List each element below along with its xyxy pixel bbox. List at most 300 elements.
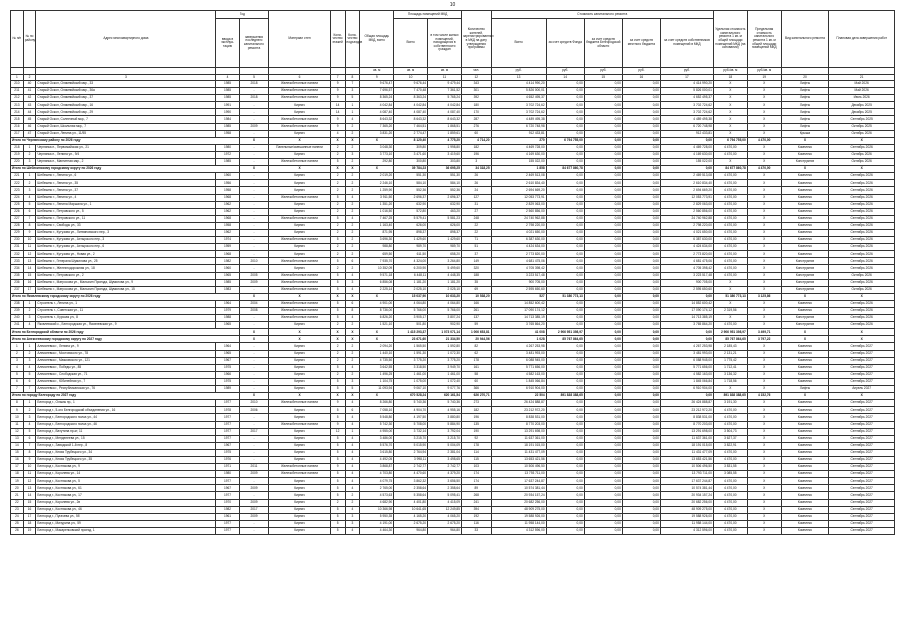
- column-index-cell: 5: [239, 75, 269, 81]
- table-cell: 3 696,30: [360, 237, 394, 244]
- table-cell: 9: [330, 116, 345, 123]
- table-cell: 4: [345, 400, 360, 407]
- table-cell: 0,00: [622, 244, 660, 251]
- table-cell: 0,00: [622, 478, 660, 485]
- table-cell: 3: [23, 414, 36, 421]
- table-cell: -: [239, 414, 269, 421]
- table-cell: 4 448,35: [428, 272, 462, 279]
- table-cell: 60: [461, 378, 491, 385]
- table-cell: 0,00: [584, 456, 622, 463]
- table-cell: 0,00: [584, 315, 622, 322]
- table-cell: 221: [11, 173, 24, 180]
- table-cell: 900 705,00: [660, 279, 713, 286]
- table-cell: 34 318,25: [461, 166, 491, 173]
- table-cell: 4 489 495,38: [491, 116, 546, 123]
- table-cell: 0,00: [546, 187, 584, 194]
- table-cell: 2 595 650,60: [491, 286, 546, 293]
- table-cell: 1958: [216, 187, 239, 194]
- table-cell: 5 950,35: [360, 513, 394, 520]
- table-cell: 114: [461, 449, 491, 456]
- table-cell: Кирпич: [269, 492, 330, 499]
- table-cell: 3 732,14: [394, 428, 428, 435]
- table-cell: 3 471,60: [394, 151, 428, 158]
- table-cell: Октябрь 2026: [829, 151, 895, 158]
- table-row: [11, 506, 895, 513]
- table-cell: 4 470,00: [713, 151, 747, 158]
- table-cell: 85 767 864,65: [713, 336, 747, 343]
- table-cell: 1958: [216, 130, 239, 137]
- table-cell: 0,00: [622, 442, 660, 449]
- table-row: [11, 378, 895, 385]
- table-cell: 0,00: [584, 421, 622, 428]
- table-cell: 212: [11, 95, 24, 102]
- table-cell: 300,80: [394, 159, 428, 166]
- table-cell: 0,00: [584, 265, 622, 272]
- table-cell: 0,00: [546, 407, 584, 414]
- table-cell: 4: [330, 130, 345, 137]
- table-cell: 17 637 244,87: [660, 478, 713, 485]
- table-cell: 0,00: [584, 251, 622, 258]
- table-cell: 3 481 993,00: [660, 350, 713, 357]
- address-cell: Белгород г., Костюкова ул., 46: [36, 506, 216, 513]
- table-cell: 4 379,20: [428, 471, 462, 478]
- table-cell: 4 470,00: [713, 251, 747, 258]
- table-row: [11, 201, 895, 208]
- table-cell: 24: [11, 513, 24, 520]
- address-cell: Белгород г., Костюкова ул., 5: [36, 478, 216, 485]
- table-cell: 1 592,80: [428, 343, 462, 350]
- table-cell: 0,00: [546, 81, 584, 88]
- table-cell: 6 200,90: [394, 265, 428, 272]
- table-cell: Октябрь 2026: [829, 272, 895, 279]
- table-cell: 5: [330, 237, 345, 244]
- table-cell: 0,00: [622, 173, 660, 180]
- table-cell: 0,00: [584, 229, 622, 236]
- table-cell: 218: [11, 144, 24, 151]
- table-cell: X: [829, 137, 895, 144]
- table-cell: 15: [23, 499, 36, 506]
- table-cell: Лифты: [781, 88, 829, 95]
- table-cell: 1967: [216, 357, 239, 364]
- table-cell: 103: [461, 464, 491, 471]
- table-cell: 232: [11, 251, 24, 258]
- table-cell: Лифты: [781, 81, 829, 88]
- table-cell: 5: [330, 215, 345, 222]
- table-cell: 3 831,20: [360, 130, 394, 137]
- table-cell: 2 696,37: [394, 194, 428, 201]
- table-cell: 0,00: [622, 137, 660, 144]
- table-cell: Сентябрь 2026: [829, 279, 895, 286]
- table-cell: 3 862,32: [394, 478, 428, 485]
- table-cell: Железобетонные панели: [269, 95, 330, 102]
- subtotal-label: Итого по Алексеевскому городскому округу по 2027 году: [11, 336, 240, 343]
- table-cell: 4 087,40: [394, 109, 428, 116]
- table-cell: 2 774,47: [394, 130, 428, 137]
- table-row: [11, 95, 895, 102]
- table-cell: 0,00: [546, 159, 584, 166]
- table-cell: 127: [461, 194, 491, 201]
- table-cell: 5: [330, 159, 345, 166]
- table-cell: 196: [461, 414, 491, 421]
- subtotal-row: [11, 329, 895, 336]
- table-cell: 11 431 477,09: [491, 449, 546, 456]
- table-cell: 237: [11, 286, 24, 293]
- table-cell: 0,00: [584, 343, 622, 350]
- table-cell: 1977: [216, 421, 239, 428]
- table-cell: 1977: [216, 414, 239, 421]
- table-cell: 900 705,00: [491, 279, 546, 286]
- table-cell: Железобетонные панели: [269, 308, 330, 315]
- table-cell: 2: [330, 499, 345, 506]
- table-cell: Октябрь 2026: [829, 159, 895, 166]
- table-cell: 2: [345, 208, 360, 215]
- table-cell: 551,30: [394, 173, 428, 180]
- table-cell: Кирпич: [269, 208, 330, 215]
- table-cell: 5: [330, 378, 345, 385]
- table-cell: 0,00: [584, 435, 622, 442]
- table-cell: X: [330, 137, 345, 144]
- table-row: [11, 421, 895, 428]
- unit-cell: руб.: [546, 68, 584, 75]
- table-cell: 0,00: [584, 428, 622, 435]
- table-cell: X: [269, 137, 330, 144]
- table-cell: Комплекс: [781, 308, 829, 315]
- table-cell: 0,00: [546, 322, 584, 329]
- table-row: [11, 492, 895, 499]
- table-cell: 3 792,04: [428, 428, 462, 435]
- table-cell: 22: [461, 222, 491, 229]
- table-cell: 4: [345, 442, 360, 449]
- table-cell: 35: [461, 279, 491, 286]
- table-cell: 26 424 888,87: [491, 400, 546, 407]
- address-cell: Алексеевка г., Слободская ул., 71: [36, 371, 216, 378]
- table-cell: Апрель 2027: [829, 386, 895, 393]
- table-cell: X: [747, 364, 781, 371]
- table-cell: 5: [330, 520, 345, 527]
- table-cell: 19: [23, 527, 36, 534]
- table-cell: 1 429,60: [394, 237, 428, 244]
- table-cell: 174: [461, 478, 491, 485]
- table-cell: -: [239, 88, 269, 95]
- table-cell: 188: [461, 272, 491, 279]
- address-cell: Старый Оскол, Олимпийский мкр., 37: [36, 95, 216, 102]
- table-cell: 4 470,00: [713, 244, 747, 251]
- table-cell: 1984: [216, 116, 239, 123]
- table-cell: X: [781, 166, 829, 173]
- table-cell: 2: [345, 492, 360, 499]
- table-cell: 1: [11, 343, 24, 350]
- table-cell: 1 998,80: [428, 144, 462, 151]
- table-cell: 8 770 203,00: [660, 421, 713, 428]
- header-cell: Площадь помещений МКД: [394, 11, 462, 19]
- subtotal-label: Итого по городу Белгороду по 2027 году: [11, 393, 240, 400]
- table-cell: 1: [23, 300, 36, 307]
- table-cell: 39 784,23: [394, 166, 428, 173]
- table-cell: 5 766,00: [394, 308, 428, 315]
- table-cell: X: [829, 393, 895, 400]
- table-cell: 239: [11, 308, 24, 315]
- table-cell: -: [239, 315, 269, 322]
- table-cell: 1990: [216, 109, 239, 116]
- table-cell: 10: [23, 464, 36, 471]
- table-cell: Кирпич: [269, 130, 330, 137]
- table-cell: 0,00: [546, 378, 584, 385]
- table-cell: 1975: [216, 364, 239, 371]
- table-cell: Сентябрь 2027: [829, 499, 895, 506]
- table-cell: 2010: [239, 400, 269, 407]
- table-cell: Комплекс: [781, 471, 829, 478]
- table-cell: 3 868,87: [360, 464, 394, 471]
- table-cell: Сентябрь 2026: [829, 315, 895, 322]
- table-cell: Кирпич: [269, 386, 330, 393]
- table-cell: 7 361,52: [428, 88, 462, 95]
- table-cell: 0,00: [622, 95, 660, 102]
- table-cell: 2: [345, 371, 360, 378]
- table-cell: 261: [461, 308, 491, 315]
- table-cell: 301: [461, 88, 491, 95]
- header-cell: Предельная стоимость капитального ремонта 1 кв. м общей площади помещений МКД: [747, 11, 781, 68]
- header-cell: Материал стен: [269, 11, 330, 68]
- table-cell: -: [239, 251, 269, 258]
- address-cell: Шебекино г., Кутузова ул., Ахтырского пер., 3: [36, 237, 216, 244]
- table-cell: 0,00: [584, 364, 622, 371]
- table-cell: 4 703,80: [360, 471, 394, 478]
- table-cell: 2 694 669,20: [491, 187, 546, 194]
- table-cell: 0,00: [584, 286, 622, 293]
- table-cell: 4 489 495,38: [660, 116, 713, 123]
- table-cell: 292,80: [360, 159, 394, 166]
- table-cell: 2005: [239, 272, 269, 279]
- table-cell: -: [239, 237, 269, 244]
- table-cell: Конструктив: [781, 315, 829, 322]
- table-cell: Комплекс: [781, 371, 829, 378]
- table-cell: 227: [11, 215, 24, 222]
- table-cell: Комплекс: [781, 407, 829, 414]
- table-cell: 0,00: [546, 194, 584, 201]
- table-cell: 229: [11, 229, 24, 236]
- table-cell: 4: [345, 435, 360, 442]
- address-cell: Алексеевка г., Ленина ул., 9: [36, 343, 216, 350]
- address-cell: Старый Оскол, Ленина ул., 11/55: [36, 130, 216, 137]
- table-cell: 192: [461, 513, 491, 520]
- table-cell: 230: [11, 237, 24, 244]
- table-row: [11, 251, 895, 258]
- table-cell: 0,00: [584, 400, 622, 407]
- table-row: [11, 308, 895, 315]
- table-cell: 1965: [216, 350, 239, 357]
- table-cell: 23 212 972,20: [491, 407, 546, 414]
- header-cell: Количество жителей, зарегистрированных в МКД на дату утверждения программы: [461, 11, 491, 68]
- table-cell: 8: [23, 449, 36, 456]
- table-cell: 1975: [216, 449, 239, 456]
- table-cell: Кирпич: [269, 485, 330, 492]
- table-cell: X: [829, 329, 895, 336]
- table-cell: 620 161,54: [428, 393, 462, 400]
- table-cell: 0,00: [584, 159, 622, 166]
- table-cell: 2: [23, 407, 36, 414]
- table-cell: 210: [11, 81, 24, 88]
- table-cell: 3: [345, 279, 360, 286]
- table-cell: 0,00: [622, 116, 660, 123]
- table-cell: 3 656,50: [428, 478, 462, 485]
- table-cell: Комплекс: [781, 208, 829, 215]
- header-cell: Всего: [394, 19, 428, 68]
- table-cell: -: [239, 449, 269, 456]
- table-cell: 1968: [216, 194, 239, 201]
- table-cell: 3 215,70: [394, 435, 428, 442]
- table-cell: 0,00: [622, 506, 660, 513]
- table-cell: 1: [23, 173, 36, 180]
- table-cell: 1977: [216, 527, 239, 534]
- table-cell: 0,00: [622, 130, 660, 137]
- table-cell: 1985: [216, 95, 239, 102]
- address-cell: Старый Оскол, Олимпийский мкр., 33: [36, 81, 216, 88]
- table-cell: 0,00: [622, 407, 660, 414]
- table-cell: -: [239, 229, 269, 236]
- table-cell: X: [239, 393, 269, 400]
- table-cell: Сентябрь 2026: [829, 208, 895, 215]
- table-cell: 0,00: [622, 159, 660, 166]
- table-cell: 463,20: [428, 208, 462, 215]
- table-cell: Кирпич: [269, 364, 330, 371]
- table-cell: 0,00: [622, 166, 660, 173]
- table-cell: 1 073 071,14: [428, 329, 462, 336]
- table-cell: Железобетонные панели: [269, 272, 330, 279]
- table-cell: 5: [330, 449, 345, 456]
- table-cell: 3 905,17: [394, 315, 428, 322]
- table-cell: Сентябрь 2026: [829, 222, 895, 229]
- table-cell: 11 093,94: [360, 386, 394, 393]
- table-cell: Кирпич: [269, 456, 330, 463]
- table-cell: 2: [330, 244, 345, 251]
- table-cell: Кирпич: [269, 435, 330, 442]
- table-cell: 2: [345, 499, 360, 506]
- table-cell: X: [269, 166, 330, 173]
- table-cell: Сентябрь 2027: [829, 471, 895, 478]
- subtotal-row: [11, 166, 895, 173]
- table-cell: 0,00: [584, 201, 622, 208]
- table-cell: 2 469 513,08: [491, 173, 546, 180]
- table-cell: 3 765 864,20: [660, 322, 713, 329]
- table-cell: Кирпич: [269, 428, 330, 435]
- table-cell: 4 079,75: [360, 478, 394, 485]
- table-cell: 0,00: [622, 144, 660, 151]
- table-cell: Сентябрь 2026: [829, 180, 895, 187]
- table-cell: 3 797,22: [747, 336, 781, 343]
- table-cell: 166: [461, 300, 491, 307]
- table-cell: 4 470,00: [713, 173, 747, 180]
- table-cell: 8: [11, 400, 24, 407]
- table-cell: 3 481 993,00: [491, 350, 546, 357]
- table-cell: 1982: [216, 258, 239, 265]
- table-cell: 1 163,40: [360, 222, 394, 229]
- table-cell: Сентябрь 2026: [829, 300, 895, 307]
- table-cell: 2 358,64: [394, 485, 428, 492]
- table-cell: 2: [23, 308, 36, 315]
- table-cell: 17: [11, 464, 24, 471]
- table-cell: 1964: [216, 300, 239, 307]
- table-cell: 5 740,36: [394, 400, 428, 407]
- table-cell: 2010: [239, 258, 269, 265]
- table-cell: 4 955,00: [360, 428, 394, 435]
- address-cell: Белгород г., Макаренковский проезд, 1: [36, 527, 216, 534]
- table-cell: Железобетонные панели: [269, 258, 330, 265]
- table-cell: 236: [11, 279, 24, 286]
- table-cell: 3 642,55: [360, 364, 394, 371]
- table-row: [11, 371, 895, 378]
- table-cell: 2009: [239, 123, 269, 130]
- table-cell: 0,00: [546, 123, 584, 130]
- table-cell: Сентябрь 2027: [829, 513, 895, 520]
- table-cell: Кирпич: [269, 527, 330, 534]
- table-cell: 3: [345, 520, 360, 527]
- table-cell: 0,00: [622, 485, 660, 492]
- table-cell: Комплекс: [781, 144, 829, 151]
- table-cell: 40: [23, 81, 36, 88]
- table-cell: 3 627,37: [713, 435, 747, 442]
- table-cell: X: [360, 393, 394, 400]
- table-cell: 4 470,00: [713, 414, 747, 421]
- table-cell: -: [239, 222, 269, 229]
- table-row: [11, 300, 895, 307]
- table-cell: 7 696,57: [360, 88, 394, 95]
- table-cell: 3: [23, 159, 36, 166]
- table-cell: 4 470,00: [713, 208, 747, 215]
- table-cell: 4 267 253,98: [660, 343, 713, 350]
- table-row: [11, 464, 895, 471]
- table-cell: 3 223 517,48: [660, 272, 713, 279]
- table-cell: X: [360, 336, 394, 343]
- table-cell: -: [239, 102, 269, 109]
- table-cell: 0,00: [546, 229, 584, 236]
- address-cell: Яковлевский с., Белгородская ул., Яковлевская ул., 9: [36, 322, 216, 329]
- table-cell: 0,00: [584, 293, 622, 300]
- table-cell: 20 944,56: [461, 336, 491, 343]
- table-cell: 47: [23, 130, 36, 137]
- table-cell: 1960: [216, 173, 239, 180]
- table-cell: 4: [345, 506, 360, 513]
- table-row: [11, 364, 895, 371]
- table-cell: 0,00: [546, 144, 584, 151]
- table-cell: Комплекс: [781, 222, 829, 229]
- address-cell: Белгород г., Костюкова ул., 61: [36, 485, 216, 492]
- table-cell: 5: [345, 386, 360, 393]
- table-cell: Комплекс: [781, 435, 829, 442]
- table-cell: Май 2026: [829, 81, 895, 88]
- table-cell: 0,00: [584, 194, 622, 201]
- table-cell: 9: [330, 81, 345, 88]
- table-cell: -: [239, 173, 269, 180]
- table-cell: 41 008: [491, 329, 546, 336]
- table-cell: 501,80: [394, 322, 428, 329]
- table-cell: X: [747, 300, 781, 307]
- table-cell: Кирпич: [269, 180, 330, 187]
- table-cell: X: [747, 478, 781, 485]
- table-cell: X: [713, 279, 747, 286]
- table-cell: 6 794 755,00: [713, 137, 747, 144]
- table-cell: 0,00: [546, 485, 584, 492]
- table-cell: X: [747, 464, 781, 471]
- table-cell: 4 087,40: [360, 109, 394, 116]
- table-cell: -: [239, 194, 269, 201]
- table-cell: 4 470,00: [713, 215, 747, 222]
- table-cell: 89: [461, 485, 491, 492]
- table-cell: 16: [23, 279, 36, 286]
- table-cell: 24 740 962,88: [491, 215, 546, 222]
- table-cell: 1961: [216, 513, 239, 520]
- table-cell: 5 708,00: [394, 421, 428, 428]
- table-cell: 6 794 755,00: [546, 137, 584, 144]
